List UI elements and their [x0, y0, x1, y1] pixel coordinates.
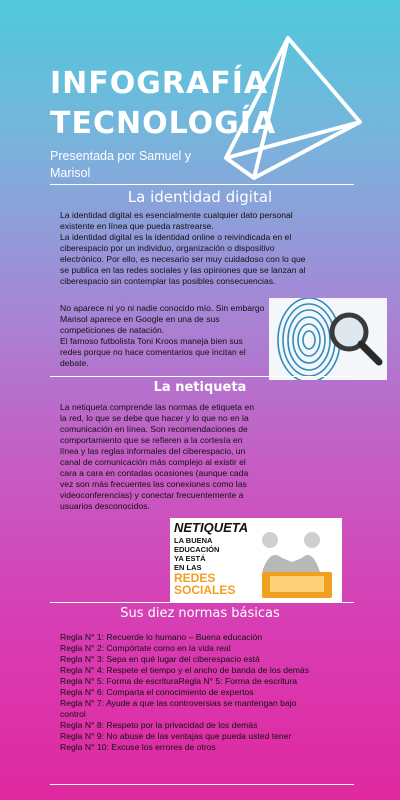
norma-item-8: Regla N° 8: Respeto por la privacidad de los demás [60, 720, 258, 730]
norma-item-7: Regla N° 7: Ayude a que las controversias se mantengan bajo control [60, 698, 297, 719]
fingerprint-magnifier-image [269, 298, 387, 380]
norma-item-9: Regla N° 9: No abuse de las ventajas que pueda usted tener [60, 731, 292, 741]
identidad-body [60, 210, 310, 287]
netiqueta-image-line-3: EDUCACIÓN [174, 545, 220, 554]
identidad-heading: La identidad digital [127, 188, 273, 206]
netiqueta-heading: La netiqueta [153, 380, 247, 395]
norma-item-5: Regla N° 5: Forma de escrituraRegla N° 5: Forma de escritura [60, 676, 298, 686]
norma-item-6: Regla N° 6: Comparta el conocimiento de expertos [60, 687, 254, 697]
netiqueta-image-line-1: NETIQUETA [174, 520, 249, 535]
netiqueta-paragraph: La netiqueta comprende las normas de etiqueta en la red, lo que se debe que hacer y lo que no en la comunicación en línea. Son recomendaciones de comportamiento que se refieren a la cortesía en línea y las reglas informales del ciberespacio, un canal de comunicación más complejo al existir el cara a cara en contadas ocasiones (aunque cada vez son más frecuentes las conexiones como las videoconferencias) y conectar frecuentemente a usuarios desconocidos. [60, 402, 254, 511]
netiqueta-image-line-6: REDES [174, 571, 216, 585]
norma-item-3: Regla N° 3: Sepa en qué lugar del ciberespacio está [60, 654, 260, 664]
normas-list [60, 632, 320, 753]
identidad-body-2 [60, 303, 266, 369]
title-line-2: TECNOLOGÍA [50, 106, 277, 141]
divider-4 [50, 784, 354, 785]
norma-item-10: Regla N° 10: Excuse los errores de otros [60, 742, 216, 752]
identidad-paragraph-1: La identidad digital es esencialmente cualquier dato personal existente en línea que pueda rastrearse. [60, 210, 293, 231]
netiqueta-body [60, 402, 260, 512]
netiqueta-image-line-4: YA ESTÁ [174, 554, 206, 563]
divider-3 [50, 602, 354, 603]
pyramid-icon [200, 30, 380, 190]
identidad-paragraph-4: El famoso futbolista Toni Kroos maneja bien sus redes porque no hace comentarios que incitan el debate. [60, 336, 246, 368]
norma-item-1: Regla N° 1: Recuerde lo humano – Buena educación [60, 632, 263, 642]
divider-1 [50, 184, 354, 185]
netiqueta-image-line-7: SOCIALES [174, 583, 236, 597]
norma-item-4: Regla N° 4: Respete el tiempo y el ancho de banda de los demás [60, 665, 309, 675]
subtitle: Presentada por Samuel y Marisol [50, 149, 192, 180]
norma-item-2: Regla N° 2: Compórtate como en la vida real [60, 643, 231, 653]
title-line-1: INFOGRAFÍA [50, 66, 269, 101]
netiqueta-image-line-5: EN LAS [174, 563, 202, 572]
normas-list-container [60, 632, 320, 753]
identidad-paragraph-3: No aparece ni yo ni nadie conocido mío. Sin embargo Marisol aparece en Google en una de sus competiciones de natación. [60, 303, 265, 335]
netiqueta-image-line-2: LA BUENA [174, 536, 213, 545]
divider-2 [50, 376, 354, 377]
identidad-paragraph-2: La identidad digital es la identidad online o reivindicada en el ciberespacio por un individuo, organización o dispositivo electrónico. Por ello, es necesario ser muy cuidadoso con lo que se publica en las redes sociales y las opiniones que se lanzan al ciberespacio sin contemplar las posibles consecuencias. [60, 232, 306, 286]
normas-heading: Sus diez normas básicas [120, 606, 280, 621]
netiqueta-handshake-image [170, 518, 342, 602]
